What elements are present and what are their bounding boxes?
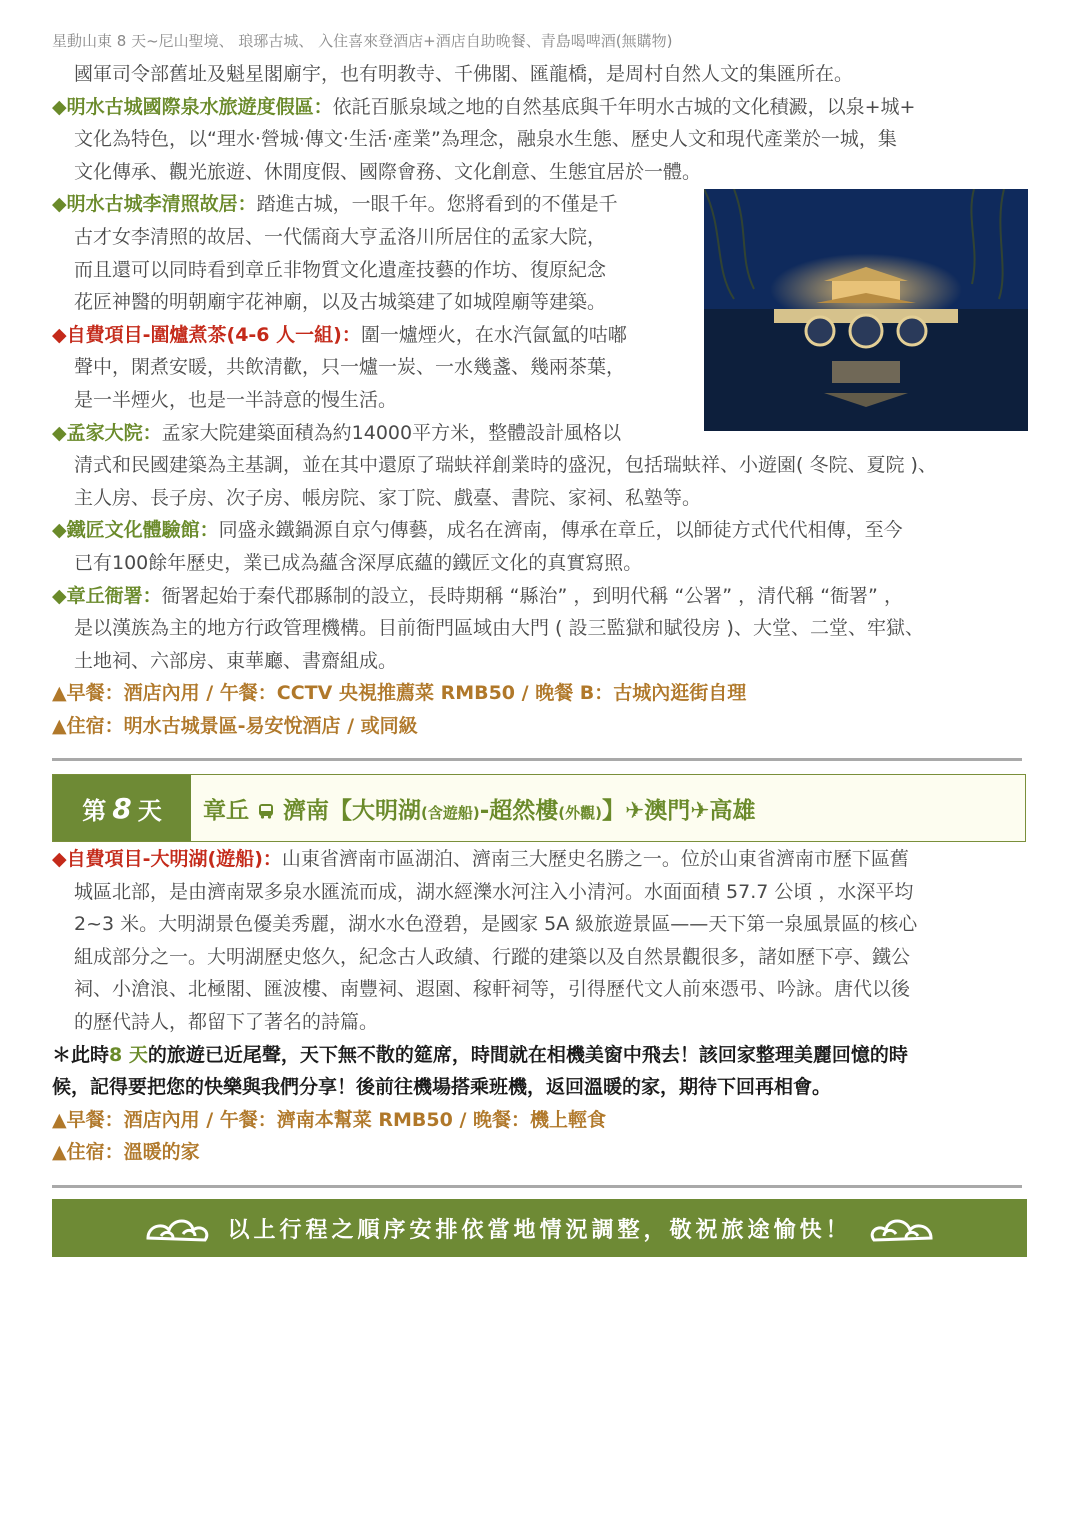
item-text: 文化傳承、觀光旅遊、休閒度假、國際會務、文化創意、生態宜居於一體。: [74, 160, 702, 183]
list-item: [52, 514, 1028, 547]
list-item: [52, 91, 1028, 124]
diamond-bullet-icon: ◆: [52, 193, 67, 216]
title-part: -超然樓: [479, 797, 559, 824]
day-label: [53, 775, 191, 841]
ancient-town-night-photo: [704, 189, 1028, 431]
day-title: [191, 792, 756, 825]
item-text: 清式和民國建築為主基調，並在其中還原了瑞蚨祥創業時的盛況，包括瑞蚨祥、小遊園( 冬院、夏院 )、: [74, 454, 937, 477]
item-title: 章丘衙署：: [66, 584, 162, 607]
item-text: 文化為特色，以“理水·營城·傳文·生活·產業”為理念，融泉水生態、歷史人文和現代產業於一城，集: [74, 128, 897, 151]
day-label-suffix: 天: [137, 796, 162, 825]
cloud-ornament-icon: [866, 1208, 936, 1248]
item-text: 同盛永鐵鍋源自京勺傳藝，成名在濟南，傳承在章丘，以師徒方式代代相傳，至今: [218, 519, 903, 542]
item-text: 是以漢族為主的地方行政管理機構。目前衙門區域由大門 ( 設三監獄和賦役房 )、大堂、二堂、牢獄、: [74, 617, 924, 640]
title-part: 濟南【大明湖: [283, 797, 422, 824]
item-text: 的歷代詩人，都留下了著名的詩篇。: [74, 1010, 379, 1033]
item-title: 明水古城李清照故居：: [66, 193, 257, 216]
closing-note: 候，記得要把您的快樂與我們分享！後前往機場搭乘班機，返回溫暖的家，期待下回再相會。: [52, 1076, 832, 1099]
footer-banner: [52, 1199, 1027, 1257]
day8-content: [52, 843, 1028, 1169]
title-part: 章丘: [203, 797, 249, 824]
footer-text: 以上行程之順序安排依當地情況調整，敬祝旅途愉快！: [227, 1217, 852, 1243]
day-label-prefix: 第: [82, 796, 107, 825]
item-text: 孟家大院建築面積為約14000平方米，整體設計風格以: [161, 421, 622, 444]
item-title: 孟家大院：: [66, 421, 162, 444]
cloud-ornament-icon: [143, 1208, 213, 1248]
item-text: 衙署起始于秦代郡縣制的設立，長時期稱 “縣治” ，到明代稱 “公署” ，清代稱 “衙署” ，: [161, 584, 903, 607]
bus-icon: [257, 802, 275, 820]
item-text: 土地祠、六部房、東華廳、書齋組成。: [74, 649, 398, 672]
note-highlight: 8 天: [109, 1043, 148, 1066]
note-text: ＊此時: [52, 1043, 110, 1066]
item-text: 圍一爐煙火，在水汽氤氳的咕嘟: [360, 323, 627, 346]
diamond-bullet-icon: ◆: [52, 584, 67, 607]
divider: [52, 758, 1022, 761]
intro-line: 國軍司令部舊址及魁星閣廟宇，也有明教寺、千佛閣、匯龍橋，是周村自然人文的集匯所在。: [74, 63, 854, 85]
page-header: 星動山東 8 天~尼山聖境、 琅琊古城、 入住喜來登酒店+酒店自助晚餐、青島喝啤酒(無購物): [52, 32, 673, 50]
item-title: 自費項目-大明湖(遊船)：: [66, 848, 282, 870]
item-title: 明水古城國際泉水旅遊度假區：: [66, 95, 333, 118]
note-text: 的旅遊已近尾聲，天下無不散的筵席，時間就在相機美窗中飛去！該回家整理美麗回憶的時: [147, 1043, 908, 1066]
item-text: 古才女李清照的故居、一代儒商大亨孟洛川所居住的孟家大院，: [74, 225, 607, 248]
title-note: (含遊船): [421, 803, 480, 822]
item-text: 城區北部，是由濟南眾多泉水匯流而成，湖水經濼水河注入小清河。水面面積 57.7 公頃 ，水深平均: [74, 880, 914, 903]
item-text: 依託百脈泉域之地的自然基底與千年明水古城的文化積澱，以泉+城+: [332, 95, 916, 118]
item-text: 組成部分之一。大明湖歷史悠久，紀念古人政績、行蹤的建築以及自然景觀很多，諸如歷下亭、鐵公: [74, 945, 911, 968]
item-text: 已有100餘年歷史，業已成為蘊含深厚底蘊的鐵匠文化的真實寫照。: [74, 551, 643, 574]
item-text: 山東省濟南市區湖泊、濟南三大歷史名勝之一。位於山東省濟南市歷下區舊: [281, 848, 909, 870]
item-text: 而且還可以同時看到章丘非物質文化遺產技藝的作坊、復原紀念: [74, 258, 607, 281]
title-note: (外觀): [558, 803, 603, 822]
diamond-bullet-icon: ◆: [52, 323, 67, 346]
diamond-bullet-icon: ◆: [52, 519, 67, 542]
diamond-bullet-icon: ◆: [52, 848, 67, 870]
item-text: 祠、小滄浪、北極閣、匯波樓、南豐祠、遐園、稼軒祠等，引得歷代文人前來憑弔、吟詠。唐代以後: [74, 978, 911, 1001]
day8-header: [52, 774, 1026, 842]
diamond-bullet-icon: ◆: [52, 421, 67, 444]
day-number: 8: [112, 791, 132, 825]
stay-info: ▲住宿：溫暖的家: [52, 1141, 200, 1164]
list-item: [52, 580, 1028, 613]
meal-info: ▲早餐：酒店內用 / 午餐：濟南本幫菜 RMB50 / 晚餐：機上輕食: [52, 1108, 607, 1131]
diamond-bullet-icon: ◆: [52, 95, 67, 118]
meal-info: ▲早餐：酒店內用 / 午餐：CCTV 央視推薦菜 RMB50 / 晚餐 B：古城內逛街自理: [52, 682, 747, 705]
list-item: [52, 843, 1028, 876]
item-text: 聲中，閑煮安暖，共飲清歡，只一爐一炭、一水幾盞、幾兩茶葉，: [74, 356, 626, 379]
item-title: 自費項目-圍爐煮茶(4-6 人一組)：: [66, 323, 361, 346]
closing-note: [52, 1039, 1028, 1072]
divider: [52, 1185, 1022, 1188]
item-text: 踏進古城，一眼千年。您將看到的不僅是千: [256, 193, 618, 216]
item-text: 是一半煙火，也是一半詩意的慢生活。: [74, 388, 398, 411]
item-text: 主人房、長子房、次子房、帳房院、家丁院、戲臺、書院、家祠、私塾等。: [74, 486, 702, 509]
item-text: 花匠神醫的明朝廟宇花神廟，以及古城築建了如城隍廟等建築。: [74, 291, 607, 314]
title-part: 】✈澳門✈高雄: [602, 797, 756, 824]
item-title: 鐵匠文化體驗館：: [66, 519, 219, 542]
item-text: 2~3 米。大明湖景色優美秀麗，湖水水色澄碧，是國家 5A 級旅遊景區——天下第一泉風景區的核心: [74, 913, 918, 936]
stay-info: ▲住宿：明水古城景區-易安悅酒店 / 或同級: [52, 714, 418, 737]
